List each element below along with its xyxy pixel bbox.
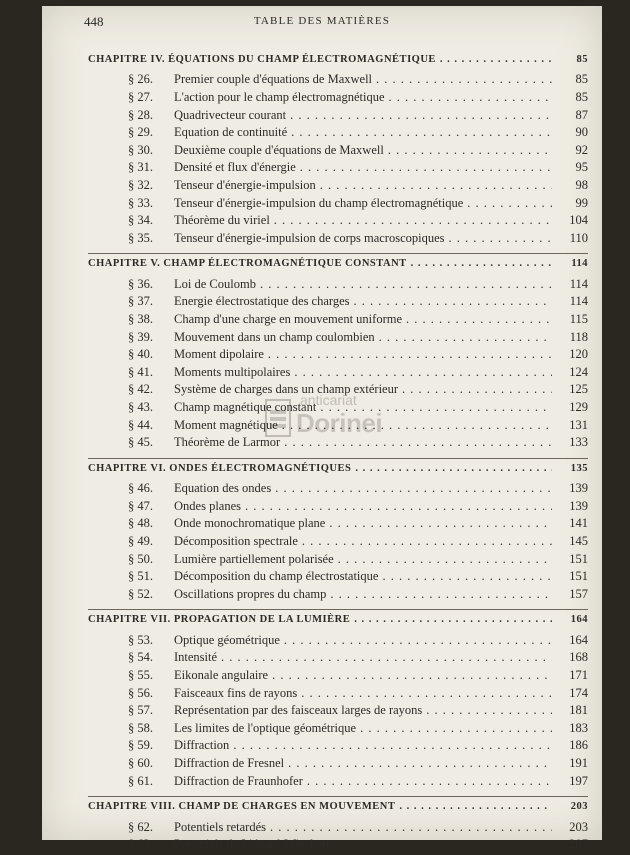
- section-number: § 63.: [128, 837, 153, 852]
- section-page: 129: [569, 400, 588, 414]
- toc-entry[interactable]: [128, 534, 588, 552]
- toc-entry[interactable]: [128, 231, 588, 249]
- section-title: L'action pour le champ électromagnétique: [174, 90, 385, 104]
- leader-dots: [449, 231, 552, 246]
- chapter-page: 203: [570, 801, 588, 813]
- leader-dots: [307, 774, 552, 789]
- section-title: Diffraction de Fraunhofer: [174, 773, 303, 788]
- leader-dots: [268, 347, 552, 362]
- section-number: § 32.: [128, 178, 153, 192]
- leader-dots: [376, 72, 552, 87]
- toc-entry[interactable]: [128, 569, 588, 587]
- toc-entry[interactable]: [128, 499, 588, 517]
- section-title: Décomposition du champ électrostatique: [174, 569, 379, 584]
- section-number: § 45.: [128, 435, 153, 450]
- section-number: § 60.: [128, 756, 153, 770]
- leader-dots: [284, 633, 552, 648]
- section-title: Lumière partiellement polarisée: [174, 551, 334, 566]
- leader-dots: [320, 400, 552, 415]
- toc-entry[interactable]: [128, 330, 588, 348]
- section-number: § 53.: [128, 632, 153, 647]
- watermark-line1: anticariat: [300, 392, 357, 408]
- section-number: § 36.: [128, 276, 153, 291]
- watermark-line2: Dorinei: [296, 408, 383, 438]
- leader-dots: [320, 178, 552, 193]
- section-number: § 37.: [128, 294, 153, 309]
- leader-dots: [389, 90, 553, 105]
- toc-entry[interactable]: [128, 196, 588, 214]
- page-number: 448: [84, 14, 104, 29]
- section-page: 95: [575, 160, 588, 175]
- section-page: 207: [569, 837, 588, 852]
- section-number: § 43.: [128, 400, 153, 414]
- leader-dots: [245, 499, 552, 514]
- toc-entry[interactable]: [128, 686, 588, 704]
- chapter-heading[interactable]: [88, 614, 588, 632]
- section-title: Théorème de Larmor: [174, 435, 281, 450]
- section-page: 98: [575, 178, 588, 192]
- section-number: § 26.: [128, 72, 153, 87]
- section-number: § 57.: [128, 703, 153, 718]
- section-title: Energie électrostatique des charges: [174, 294, 350, 309]
- toc-entry[interactable]: [128, 213, 588, 231]
- leader-dots: [354, 294, 552, 309]
- page-header: [42, 14, 602, 34]
- section-title: Système de charges dans un champ extérieur: [174, 382, 398, 397]
- section-title: Ondes planes: [174, 498, 241, 513]
- leader-dots: [411, 258, 552, 269]
- section-page: 92: [575, 142, 588, 157]
- section-title: Tenseur d'énergie-impulsion de corps macroscopiques: [174, 230, 445, 245]
- leader-dots: [354, 614, 552, 625]
- leader-dots: [334, 837, 552, 852]
- section-title: Champ d'une charge en mouvement uniforme: [174, 312, 402, 326]
- toc-entry[interactable]: [128, 178, 588, 196]
- section-page: 118: [569, 329, 588, 344]
- toc-entry[interactable]: [128, 738, 588, 756]
- section-page: 85: [575, 90, 588, 104]
- section-number: § 38.: [128, 312, 153, 326]
- section-title: Premier couple d'équations de Maxwell: [174, 72, 373, 87]
- toc-entry[interactable]: [128, 721, 588, 739]
- chapter-title: CHAPITRE VIII. CHAMP DE CHARGES EN MOUVEMENT: [88, 801, 396, 813]
- toc-entry[interactable]: [128, 108, 588, 126]
- section-number: § 35.: [128, 230, 153, 245]
- section-page: 133: [569, 435, 588, 450]
- section-page: 168: [569, 650, 588, 665]
- section-title: Intensité: [174, 650, 218, 665]
- leader-dots: [329, 516, 552, 531]
- section-page: 174: [569, 685, 588, 700]
- section-title: Moment magnétique: [174, 417, 278, 432]
- leader-dots: [440, 54, 552, 65]
- section-title: Faisceaux fins de rayons: [174, 685, 298, 700]
- section-title: Potentiels retardés: [174, 819, 266, 834]
- leader-dots: [291, 125, 552, 140]
- leader-dots: [399, 801, 552, 812]
- section-number: § 27.: [128, 90, 153, 104]
- section-number: § 28.: [128, 107, 153, 122]
- section-page: 120: [569, 347, 588, 362]
- section-page: 151: [569, 569, 588, 584]
- leader-dots: [301, 686, 552, 701]
- leader-dots: [270, 820, 552, 835]
- chapter-page: 85: [576, 54, 588, 65]
- section-number: § 58.: [128, 720, 153, 735]
- section-number: § 34.: [128, 213, 153, 228]
- section-number: § 56.: [128, 685, 153, 700]
- section-number: § 48.: [128, 516, 153, 531]
- toc-entry[interactable]: [128, 552, 588, 570]
- section-number: § 61.: [128, 773, 153, 788]
- leader-dots: [355, 463, 552, 474]
- section-title: Quadrivecteur courant: [174, 107, 287, 122]
- section-page: 115: [569, 312, 588, 326]
- chapter-title: CHAPITRE VII. PROPAGATION DE LA LUMIÈRE: [88, 614, 351, 626]
- section-page: 145: [569, 534, 588, 548]
- toc-entry[interactable]: [128, 125, 588, 143]
- leader-dots: [294, 365, 552, 380]
- section-page: 87: [575, 107, 588, 122]
- section-page: 171: [569, 668, 588, 682]
- leader-dots: [360, 721, 552, 736]
- section-number: § 41.: [128, 364, 153, 379]
- section-page: 114: [569, 276, 588, 291]
- section-number: § 51.: [128, 569, 153, 584]
- section-number: § 50.: [128, 551, 153, 566]
- section-page: 85: [575, 72, 588, 87]
- section-title: Champ magnétique constant: [174, 400, 317, 414]
- section-number: § 40.: [128, 347, 153, 362]
- section-title: Deuxième couple d'équations de Maxwell: [174, 142, 384, 157]
- section-number: § 49.: [128, 534, 153, 548]
- section-number: § 39.: [128, 329, 153, 344]
- section-title: Moments multipolaires: [174, 364, 291, 379]
- section-page: 99: [575, 195, 588, 210]
- leader-dots: [402, 382, 552, 397]
- section-page: 139: [569, 481, 588, 496]
- leader-dots: [426, 703, 552, 718]
- leader-dots: [274, 213, 552, 228]
- section-page: 197: [569, 773, 588, 788]
- toc-entry[interactable]: [128, 756, 588, 774]
- toc-entry[interactable]: [128, 382, 588, 400]
- section-page: 90: [575, 125, 588, 140]
- section-title: Tenseur d'énergie-impulsion du champ électromagnétique: [174, 195, 464, 210]
- section-page: 181: [569, 703, 588, 718]
- section-page: 183: [569, 720, 588, 735]
- section-title: Moment dipolaire: [174, 347, 264, 362]
- section-number: § 62.: [128, 819, 153, 834]
- section-title: Equation de continuité: [174, 125, 288, 140]
- toc-entry[interactable]: [128, 650, 588, 668]
- toc-entry[interactable]: [128, 143, 588, 161]
- section-title: Oscillations propres du champ: [174, 586, 327, 601]
- section-number: § 46.: [128, 481, 153, 496]
- toc-entry[interactable]: [128, 820, 588, 838]
- section-title: Théorème du viriel: [174, 213, 270, 228]
- chapter-title: CHAPITRE V. CHAMP ÉLECTROMAGNÉTIQUE CONSTANT: [88, 258, 407, 270]
- section-title: Optique géométrique: [174, 632, 280, 647]
- toc-entry[interactable]: [128, 277, 588, 295]
- section-title: Diffraction: [174, 738, 230, 753]
- leader-dots: [300, 160, 552, 175]
- section-page: 141: [569, 516, 588, 531]
- section-title: Potentiels de Liénard-Wiechert: [174, 837, 330, 852]
- section-page: 125: [569, 382, 588, 397]
- chapter-heading[interactable]: [88, 463, 588, 481]
- toc-entry[interactable]: [128, 435, 588, 453]
- leader-dots: [233, 738, 552, 753]
- toc-entry[interactable]: [128, 90, 588, 108]
- section-title: Représentation par des faisceaux larges de rayons: [174, 703, 423, 718]
- chapter-heading[interactable]: [88, 54, 588, 72]
- leader-dots: [302, 534, 552, 549]
- toc-entry[interactable]: [128, 347, 588, 365]
- leader-dots: [275, 481, 552, 496]
- section-page: 164: [569, 632, 588, 647]
- section-number: § 31.: [128, 160, 153, 175]
- section-page: 186: [569, 738, 588, 753]
- section-page: 104: [569, 213, 588, 228]
- section-number: § 47.: [128, 498, 153, 513]
- chapter-title: CHAPITRE VI. ONDES ÉLECTROMAGNÉTIQUES: [88, 462, 352, 474]
- section-title: Décomposition spectrale: [174, 534, 298, 548]
- toc-entry[interactable]: [128, 668, 588, 686]
- toc-entry[interactable]: [128, 516, 588, 534]
- section-number: § 52.: [128, 586, 153, 601]
- section-page: 151: [569, 551, 588, 566]
- toc-entry[interactable]: [128, 160, 588, 178]
- section-page: 139: [569, 498, 588, 513]
- section-page: 191: [569, 756, 588, 770]
- book-page: [42, 6, 602, 852]
- section-page: 203: [569, 819, 588, 834]
- leader-dots: [330, 587, 552, 602]
- leader-dots: [288, 756, 552, 771]
- toc-entry[interactable]: [128, 418, 588, 436]
- section-page: 157: [569, 586, 588, 601]
- section-number: § 30.: [128, 142, 153, 157]
- section-title: Onde monochromatique plane: [174, 516, 326, 531]
- toc-entry[interactable]: [128, 587, 588, 605]
- section-title: Mouvement dans un champ coulombien: [174, 329, 375, 344]
- leader-dots: [272, 668, 552, 683]
- leader-dots: [382, 569, 552, 584]
- section-page: 110: [569, 230, 588, 245]
- toc-entry[interactable]: [128, 774, 588, 792]
- toc-entry[interactable]: [128, 312, 588, 330]
- section-number: § 42.: [128, 382, 153, 397]
- toc-entry[interactable]: [128, 481, 588, 499]
- leader-dots: [221, 650, 552, 665]
- chapter-divider: [88, 458, 588, 459]
- section-number: § 29.: [128, 125, 153, 140]
- section-title: Tenseur d'énergie-impulsion: [174, 178, 316, 192]
- toc-entry[interactable]: [128, 72, 588, 90]
- section-number: § 44.: [128, 417, 153, 432]
- toc-entry[interactable]: [128, 703, 588, 721]
- toc-entry[interactable]: [128, 400, 588, 418]
- chapter-page: 135: [570, 462, 588, 474]
- section-number: § 59.: [128, 738, 153, 753]
- section-page: 124: [569, 364, 588, 379]
- section-number: § 55.: [128, 668, 153, 682]
- leader-dots: [338, 552, 552, 567]
- section-number: § 54.: [128, 650, 153, 665]
- chapter-heading[interactable]: [88, 801, 588, 819]
- chapter-page: 114: [571, 258, 588, 270]
- leader-dots: [388, 143, 552, 158]
- leader-dots: [290, 108, 552, 123]
- section-title: Les limites de l'optique géométrique: [174, 720, 357, 735]
- section-title: Diffraction de Fresnel: [174, 756, 285, 770]
- toc-entry[interactable]: [128, 633, 588, 651]
- section-page: 131: [569, 417, 588, 432]
- section-number: § 33.: [128, 195, 153, 210]
- section-title: Densité et flux d'énergie: [174, 160, 296, 175]
- chapter-divider: [88, 253, 588, 254]
- leader-dots: [284, 435, 552, 450]
- toc-entry[interactable]: [128, 294, 588, 312]
- leader-dots: [282, 418, 552, 433]
- section-page: 114: [569, 294, 588, 309]
- leader-dots: [379, 330, 552, 345]
- running-title: TABLE DES MATIÈRES: [253, 15, 391, 27]
- chapter-divider: [88, 609, 588, 610]
- toc-entry[interactable]: [128, 365, 588, 383]
- leader-dots: [260, 277, 552, 292]
- chapter-page: 164: [570, 614, 588, 626]
- section-title: Equation des ondes: [174, 481, 272, 496]
- leader-dots: [406, 312, 552, 327]
- leader-dots: [467, 196, 552, 211]
- chapter-divider: [88, 796, 588, 797]
- chapter-title: CHAPITRE IV. ÉQUATIONS DU CHAMP ÉLECTROMAGNÉTIQUE: [88, 54, 436, 65]
- section-title: Eikonale angulaire: [174, 668, 269, 682]
- section-title: Loi de Coulomb: [174, 276, 256, 291]
- chapter-heading[interactable]: [88, 258, 588, 276]
